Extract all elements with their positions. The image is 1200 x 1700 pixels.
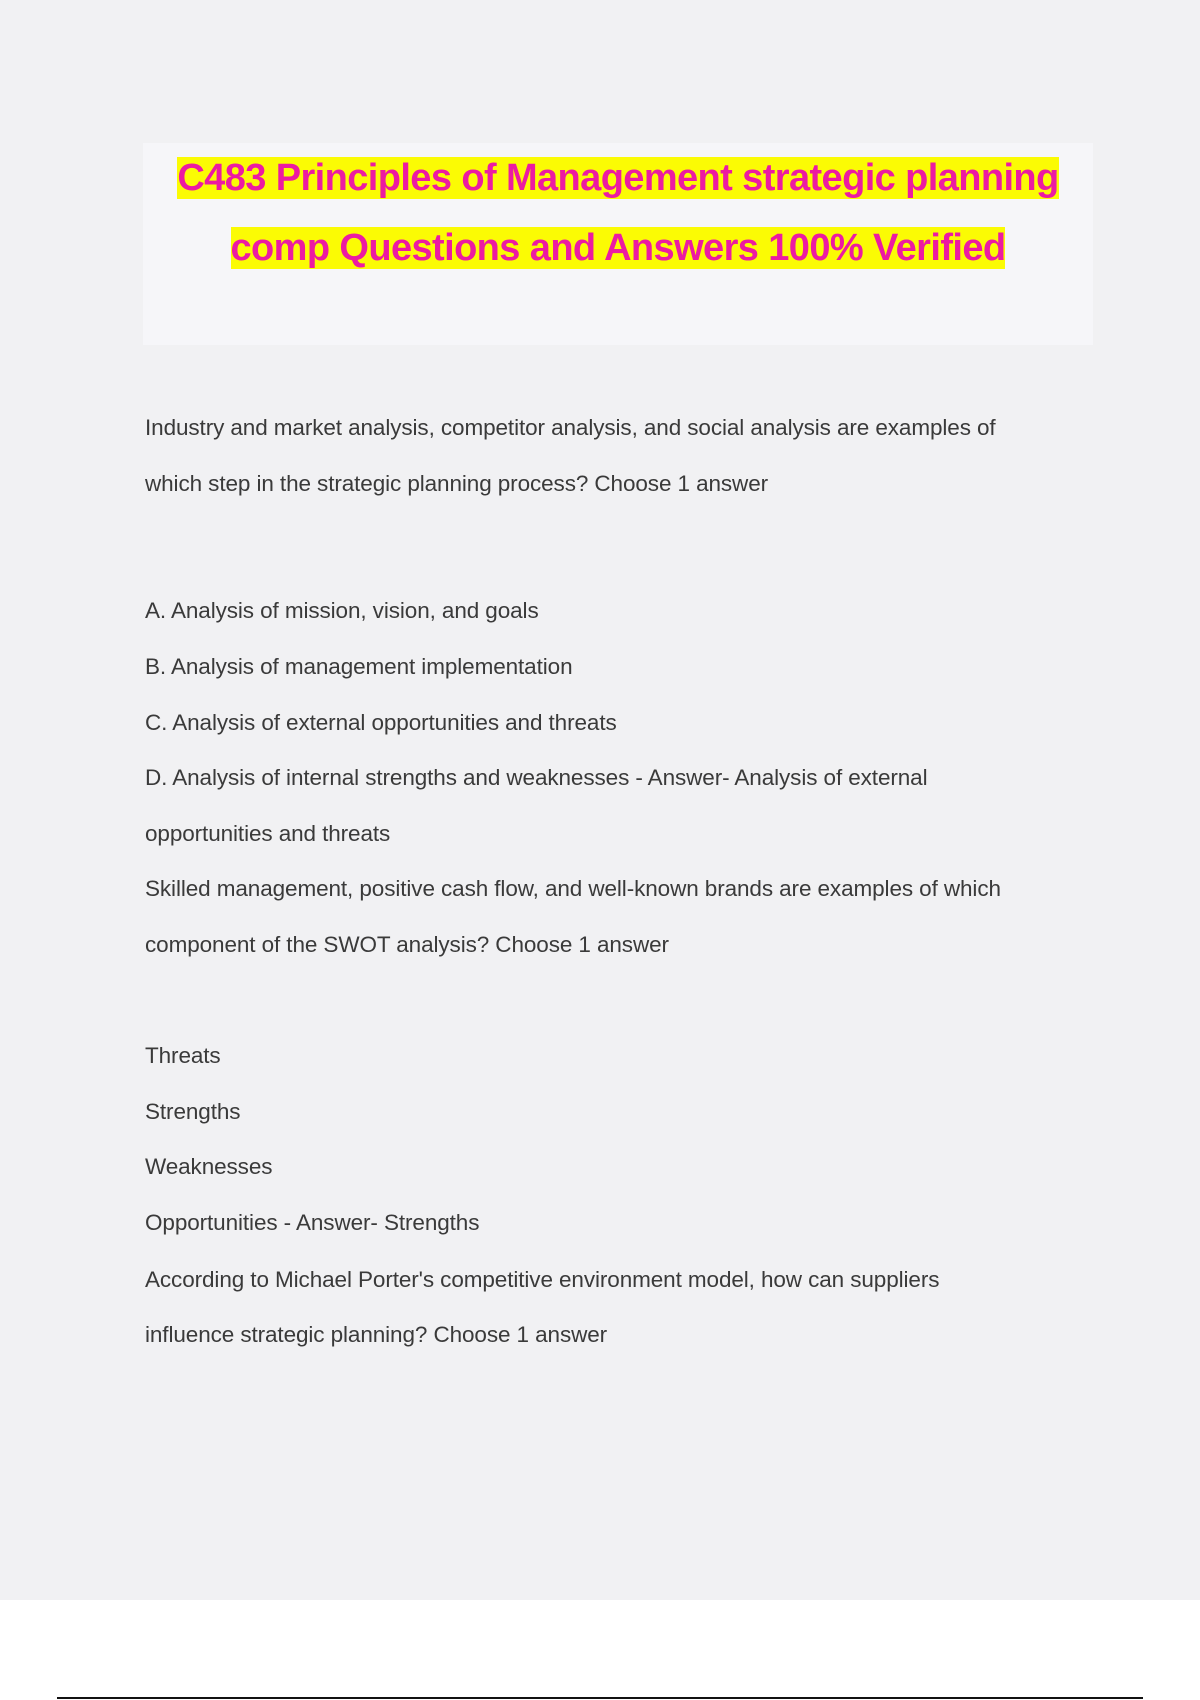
question-3-text-line-1: According to Michael Porter's competitive environment model, how can suppliers	[145, 1267, 940, 1292]
question-2-option-strengths: Strengths	[145, 1099, 241, 1124]
title-line-1: C483 Principles of Management strategic planning	[177, 157, 1059, 199]
question-1-option-c: C. Analysis of external opportunities and threats	[145, 710, 617, 735]
question-1-option-a: A. Analysis of mission, vision, and goals	[145, 598, 539, 623]
question-2-text-line-2: component of the SWOT analysis? Choose 1 answer	[145, 932, 669, 957]
question-2-option-weaknesses: Weaknesses	[145, 1154, 273, 1179]
question-1-option-d-continued: opportunities and threats	[145, 821, 391, 846]
question-1-option-b: B. Analysis of management implementation	[145, 654, 573, 679]
question-1-text-line-1: Industry and market analysis, competitor analysis, and social analysis are examples of	[145, 415, 996, 440]
question-1-option-d: D. Analysis of internal strengths and weaknesses - Answer- Analysis of external	[145, 765, 928, 790]
document-title	[143, 143, 1093, 283]
question-3-text-line-2: influence strategic planning? Choose 1 answer	[145, 1322, 608, 1347]
footer-divider	[57, 1697, 1143, 1699]
question-2-option-opportunities: Opportunities - Answer- Strengths	[145, 1210, 480, 1235]
page-footer	[0, 1600, 1200, 1700]
question-2-option-threats: Threats	[145, 1043, 221, 1068]
title-box	[143, 143, 1093, 345]
question-2-text-line-1: Skilled management, positive cash flow, and well-known brands are examples of which	[145, 876, 1001, 901]
title-line-2: comp Questions and Answers 100% Verified	[230, 227, 1006, 269]
question-1-text-line-2: which step in the strategic planning process? Choose 1 answer	[145, 471, 769, 496]
